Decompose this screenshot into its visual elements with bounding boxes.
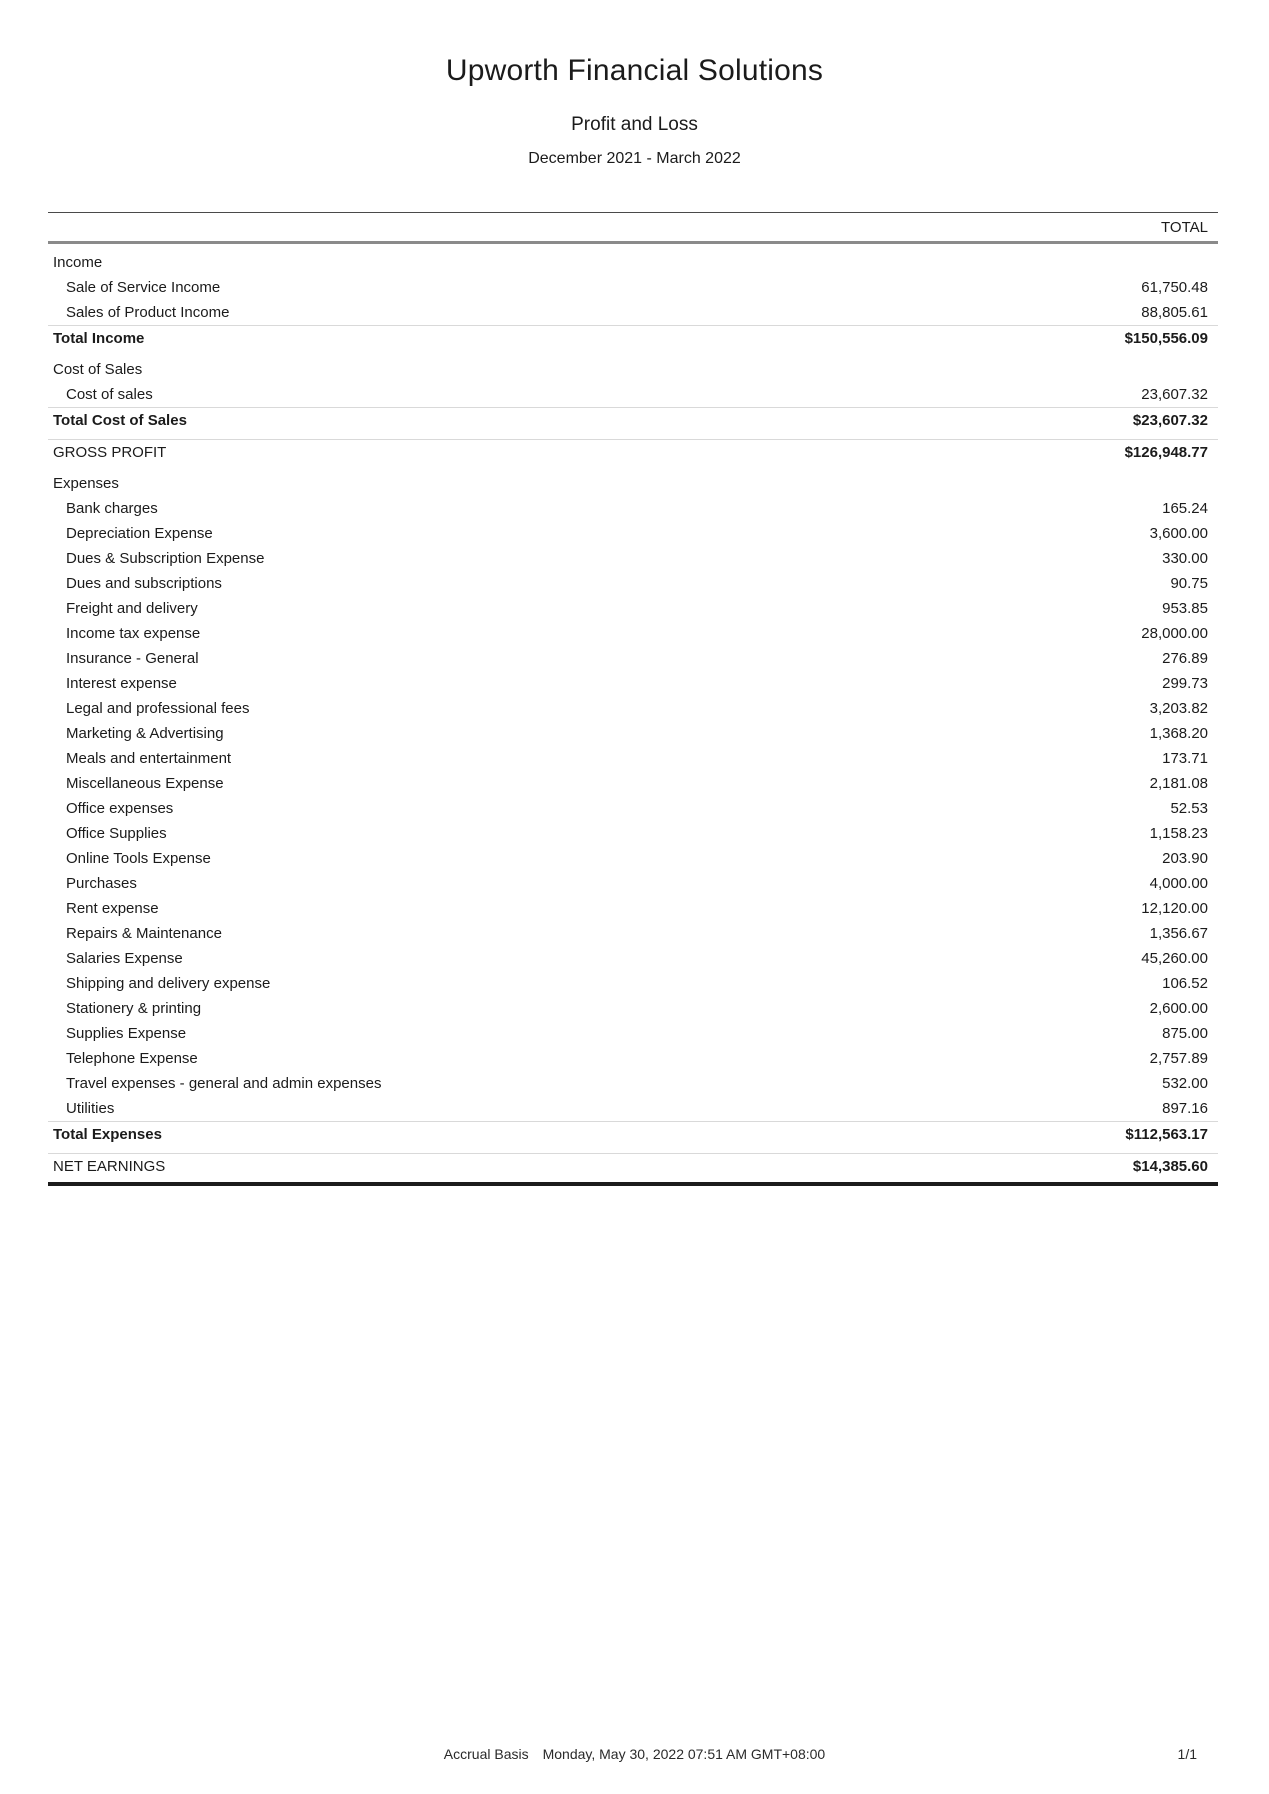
total-expenses-row (48, 1121, 1218, 1147)
total-cost-of-sales-row (48, 407, 1218, 433)
row-value: $14,385.60 (1132, 1158, 1208, 1175)
row-value: $23,607.32 (1132, 412, 1208, 429)
table-row (48, 546, 1218, 571)
row-label: Utilities (66, 1100, 115, 1117)
table-row (48, 746, 1218, 771)
section-row-cost-of-sales (48, 357, 1218, 382)
row-value: $126,948.77 (1124, 444, 1208, 461)
row-label: Telephone Expense (66, 1050, 198, 1067)
table-row (48, 521, 1218, 546)
report-footer (0, 1746, 1269, 1762)
double-underline-rule (48, 1182, 1218, 1186)
table-row (48, 646, 1218, 671)
row-label: Online Tools Expense (66, 850, 211, 867)
row-label: Marketing & Advertising (66, 725, 224, 742)
row-value: 1,356.67 (1149, 925, 1208, 942)
row-value: 299.73 (1162, 675, 1208, 692)
row-label: Cost of Sales (53, 361, 143, 378)
row-value: 1,158.23 (1149, 825, 1208, 842)
table-row (48, 496, 1218, 521)
row-value: 1,368.20 (1149, 725, 1208, 742)
row-label: Depreciation Expense (66, 525, 213, 542)
table-row (48, 996, 1218, 1021)
row-label: Cost of sales (66, 386, 153, 403)
table-row (48, 1071, 1218, 1096)
row-label: Stationery & printing (66, 1000, 202, 1017)
row-value: 173.71 (1162, 750, 1208, 767)
table-row (48, 1096, 1218, 1121)
table-row (48, 821, 1218, 846)
row-label: Income (53, 254, 103, 271)
row-label: Bank charges (66, 500, 158, 517)
row-label: Sale of Service Income (66, 279, 221, 296)
row-label: Supplies Expense (66, 1025, 187, 1042)
row-label: Office Supplies (66, 825, 167, 842)
row-label: Expenses (53, 475, 119, 492)
table-row (48, 846, 1218, 871)
table-row (48, 921, 1218, 946)
row-label: Repairs & Maintenance (66, 925, 222, 942)
table-row (48, 771, 1218, 796)
row-value: 23,607.32 (1141, 386, 1208, 403)
table-row (48, 971, 1218, 996)
table-row (48, 871, 1218, 896)
row-value: 28,000.00 (1141, 625, 1208, 642)
row-label: Purchases (66, 875, 137, 892)
row-value: 875.00 (1162, 1025, 1208, 1042)
row-value: 165.24 (1162, 500, 1208, 517)
page-number: 1/1 (1177, 1746, 1197, 1762)
row-label: Dues and subscriptions (66, 575, 222, 592)
table-row (48, 571, 1218, 596)
report-timestamp: Monday, May 30, 2022 07:51 AM GMT+08:00 (542, 1746, 826, 1762)
row-label: Miscellaneous Expense (66, 775, 224, 792)
row-value: 45,260.00 (1141, 950, 1208, 967)
row-value: 2,181.08 (1149, 775, 1208, 792)
table-row (48, 671, 1218, 696)
table-row (48, 896, 1218, 921)
table-row (48, 275, 1218, 300)
row-label: Interest expense (66, 675, 177, 692)
row-value: 88,805.61 (1141, 304, 1208, 321)
accounting-basis: Accrual Basis (443, 1746, 529, 1762)
net-earnings-row (48, 1153, 1218, 1179)
row-label: Sales of Product Income (66, 304, 230, 321)
row-value: 276.89 (1162, 650, 1208, 667)
row-value: 897.16 (1162, 1100, 1208, 1117)
row-label: Travel expenses - general and admin expenses (66, 1075, 382, 1092)
row-value: 330.00 (1162, 550, 1208, 567)
row-label: Salaries Expense (66, 950, 183, 967)
row-value: 52.53 (1170, 800, 1208, 817)
total-income-row (48, 325, 1218, 351)
company-name: Upworth Financial Solutions (445, 54, 824, 87)
row-label: Freight and delivery (66, 600, 198, 617)
row-label: Shipping and delivery expense (66, 975, 271, 992)
row-label: Rent expense (66, 900, 159, 917)
row-value: 3,600.00 (1149, 525, 1208, 542)
column-header-row (48, 213, 1218, 244)
row-label: Income tax expense (66, 625, 201, 642)
row-value: 106.52 (1162, 975, 1208, 992)
row-label: Insurance - General (66, 650, 199, 667)
table-row (48, 796, 1218, 821)
table-row (48, 946, 1218, 971)
section-row-income (48, 250, 1218, 275)
footer-text (0, 1746, 1269, 1762)
row-value: $112,563.17 (1125, 1126, 1208, 1143)
table-row (48, 1021, 1218, 1046)
row-label: Legal and professional fees (66, 700, 250, 717)
total-column-header: TOTAL (1161, 219, 1208, 236)
row-value: 2,757.89 (1149, 1050, 1208, 1067)
row-value: 953.85 (1162, 600, 1208, 617)
row-value: 90.75 (1170, 575, 1208, 592)
row-label: GROSS PROFIT (53, 444, 167, 461)
row-value: 12,120.00 (1141, 900, 1208, 917)
table-row (48, 300, 1218, 325)
row-value: 3,203.82 (1149, 700, 1208, 717)
row-value: 532.00 (1162, 1075, 1208, 1092)
report-title: Profit and Loss (571, 114, 698, 135)
section-row-expenses (48, 471, 1218, 496)
row-value: $150,556.09 (1124, 330, 1208, 347)
row-label: Office expenses (66, 800, 174, 817)
table-row (48, 696, 1218, 721)
row-label: Dues & Subscription Expense (66, 550, 265, 567)
table-row (48, 621, 1218, 646)
report-period: December 2021 - March 2022 (528, 150, 741, 167)
table-row (48, 721, 1218, 746)
row-label: Total Cost of Sales (53, 412, 187, 429)
row-value: 61,750.48 (1141, 279, 1208, 296)
table-row (48, 1046, 1218, 1071)
table-row (48, 382, 1218, 407)
row-label: NET EARNINGS (53, 1158, 166, 1175)
row-value: 203.90 (1162, 850, 1208, 867)
report-header (0, 54, 1269, 168)
row-label: Meals and entertainment (66, 750, 232, 767)
profit-and-loss-table (48, 212, 1218, 1186)
table-row (48, 596, 1218, 621)
row-value: 4,000.00 (1149, 875, 1208, 892)
gross-profit-row (48, 439, 1218, 465)
row-value: 2,600.00 (1149, 1000, 1208, 1017)
row-label: Total Expenses (53, 1126, 162, 1143)
row-label: Total Income (53, 330, 145, 347)
